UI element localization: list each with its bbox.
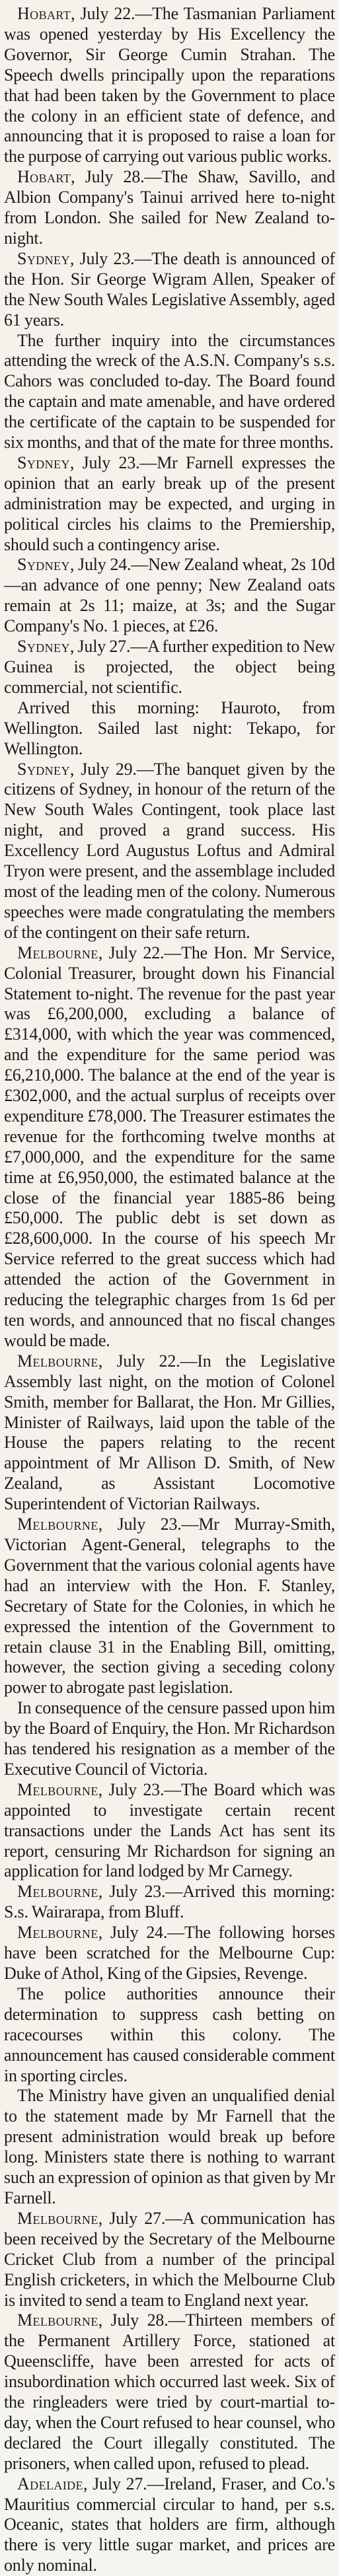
- paragraph-text: , July 23.—Mr Murray-Smith, Victorian Agent-General, telegraphs to the Government that the various colonial agents have had an interview with the Hon. F. Stanley, Secretary of State for the Colonies, in which he expressed the intention of the Government to retain clause 31 in the Enabling Bill, omitting, however, the section giving a seceding colony power to abrogate past legislation.: [4, 1515, 335, 1698]
- news-paragraph: [4, 760, 335, 943]
- dateline-place: Sydney: [17, 452, 70, 472]
- news-paragraph: [4, 1780, 335, 1882]
- paragraph-text: , July 23.—The death is announced of the Hon. Sir George Wigram Allen, Speaker of the New South Wales Legislative Assembly, aged 61 years.: [4, 248, 335, 330]
- news-paragraph: [4, 637, 335, 698]
- paragraph-text: In consequence of the censure passed upon him by the Board of Enquiry, the Hon. Mr Richardson has tendered his resignation as a member of the Executive Council of Victoria.: [4, 1698, 335, 1779]
- dateline-place: Melbourne: [17, 1515, 98, 1534]
- dateline-place: Melbourne: [17, 1923, 98, 1943]
- paragraph-text: Arrived this morning: Hauroto, from Wellington. Sailed last night: Tekapo, for Wellington.: [4, 698, 335, 758]
- news-paragraph: [4, 1923, 335, 1984]
- dateline-place: Hobart: [17, 4, 71, 23]
- paragraph-text: , July 23.—The Board which was appointed to investigate certain recent transactions under the Lands Act has sent its report, censuring Mr Richardson for signing an application for land lodged by Mr Carnegy.: [4, 1779, 335, 1881]
- news-paragraph: [4, 453, 335, 555]
- paragraph-text: , July 23.—Mr Farnell expresses the opinion that an early break up of the present administration may be expected, and urging in political circles his claims to the Premiership, should such a contingency arise.: [4, 452, 335, 554]
- dateline-place: Melbourne: [17, 1779, 98, 1799]
- news-paragraph: [4, 698, 335, 760]
- dateline-place: Sydney: [17, 759, 70, 779]
- paragraph-text: The Ministry have given an unqualified denial to the statement made by Mr Farnell that the present administration would break up before long. Ministers state there is nothing to warrant such an expression of opinion as that given by Mr Farnell.: [4, 2086, 335, 2207]
- paragraph-text: , July 24.—The following horses have been scratched for the Melbourne Cup: Duke of Athol, King of the Gipsies, Revenge.: [4, 1923, 335, 1983]
- paragraph-text: , July 29.—The banquet given by the citizens of Sydney, in honour of the return of the New South Wales Contingent, took place last night, and proved a grand success. His Excellency Lord Augustus Loftus and Admiral Tryon were present, and the assemblage included most of the leading men of the colony. Numerous speeches were made congratulating the members of the contingent on their safe return.: [4, 759, 335, 942]
- dateline-place: Melbourne: [17, 1351, 98, 1371]
- news-paragraph: [4, 2310, 335, 2474]
- paragraph-text: The further inquiry into the circumstances attending the wreck of the A.S.N. Company's s.s. Cahors was concluded to-day. The Board found the captain and mate amenable, and have ordered the certificate of the captain to be suspended for six months, and that of the mate for three months.: [4, 330, 335, 452]
- paragraph-text: , July 28.—Thirteen members of the Permanent Artillery Force, stationed at Queenscliffe, have been arrested for acts of insubordination which occurred last week. Six of the ringleaders were tried by court-martial to-day, when the Court refused to hear counsel, who declared the Court illegally constituted. The prisoners, when called upon, refused to plead.: [4, 2310, 335, 2473]
- paragraph-text: , July 22.—The Hon. Mr Service, Colonial Treasurer, brought down his Financial Statement to-night. The revenue for the past year was £6,200,000, excluding a balance of £314,000, with which the year was commenced, and the expenditure for the same period was £6,210,000. The balance at the end of the year is £302,000, and the actual surplus of receipts over expenditure £78,000. The Treasurer estimates the revenue for the forthcoming twelve months at £7,000,000, and the expenditure for the same time at £6,950,000, the estimated balance at the close of the financial year 1885-86 being £50,000. The public debt is set down as £28,600,000. In the course of his speech Mr Service referred to the great success which had attended the action of the Government in reducing the telegraphic charges from 1s 6d per ten words, and announced that no fiscal changes would be made.: [4, 943, 335, 1350]
- dateline-place: Hobart: [17, 167, 71, 187]
- paragraph-text: , July 22.—In the Legislative Assembly last night, on the motion of Colonel Smith, member for Ballarat, the Hon. Mr Gillies, Minister of Railways, laid upon the table of the House the papers relating to the recent appointment of Mr Allison D. Smith, of New Zealand, as Assistant Locomotive Superintendent of Victorian Railways.: [4, 1351, 335, 1514]
- news-paragraph: [4, 4, 335, 167]
- news-paragraph: [4, 331, 335, 453]
- news-paragraph: [4, 1698, 335, 1780]
- paragraph-text: The police authorities announce their determination to suppress cash betting on racecourses within this colony. The announcement has caused considerable comment in sporting circles.: [4, 1984, 335, 2085]
- dateline-place: Sydney: [17, 555, 70, 575]
- news-paragraph: [4, 1515, 335, 1698]
- news-paragraph: [4, 2209, 335, 2311]
- dateline-place: Melbourne: [17, 2208, 98, 2228]
- paragraph-text: , July 22.—The Tasmanian Parliament was opened yesterday by His Excellency the Governor, Sir George Cumin Strahan. The Speech dwells principally upon the reparations that had been taken by the Government to place the colony in an efficient state of defence, and announcing that it is proposed to raise a loan for the purpose of carrying out various public works.: [4, 4, 335, 166]
- paragraph-text: , July 27.—A communication has been received by the Secretary of the Melbourne Cricket Club from a number of the principal English cricketers, in which the Melbourne Club is invited to send a team to England next year.: [4, 2208, 335, 2310]
- paragraph-text: , July 27.—A further expedition to New Guinea is projected, the object being commercial, not scientific.: [4, 637, 335, 697]
- news-paragraph: [4, 2474, 335, 2576]
- news-paragraph: [4, 2086, 335, 2208]
- dateline-place: Melbourne: [17, 2310, 98, 2330]
- dateline-place: Melbourne: [17, 943, 98, 962]
- paragraph-text: , July 27.—Ireland, Fraser, and Co.'s Mauritius commercial circular to hand, per s.s. Oceanic, states that holders are firm, although there is very little sugar market, and prices are only nominal.: [4, 2474, 335, 2575]
- news-paragraph: [4, 1984, 335, 2087]
- dateline-place: Sydney: [17, 248, 70, 268]
- news-paragraph: [4, 1351, 335, 1515]
- news-paragraph: [4, 555, 335, 637]
- news-paragraph: [4, 167, 335, 249]
- news-paragraph: [4, 943, 335, 1351]
- dateline-place: Sydney: [17, 637, 70, 657]
- paragraph-text: , July 23.—Arrived this morning: S.s. Wairarapa, from Bluff.: [4, 1882, 335, 1922]
- news-paragraph: [4, 1882, 335, 1923]
- paragraph-text: , July 28.—The Shaw, Savillo, and Albion Company's Tainui arrived here to-night from London. She sailed for New Zealand to-night.: [4, 167, 335, 248]
- paragraph-text: , July 24.—New Zealand wheat, 2s 10d—an advance of one penny; New Zealand oats remain at 2s 11; maize, at 3s; and the Sugar Company's No. 1 pieces, at £26.: [4, 555, 335, 636]
- news-paragraph: [4, 249, 335, 331]
- dateline-place: Melbourne: [17, 1882, 98, 1902]
- dateline-place: Adelaide: [17, 2474, 83, 2493]
- news-column: [4, 4, 335, 2576]
